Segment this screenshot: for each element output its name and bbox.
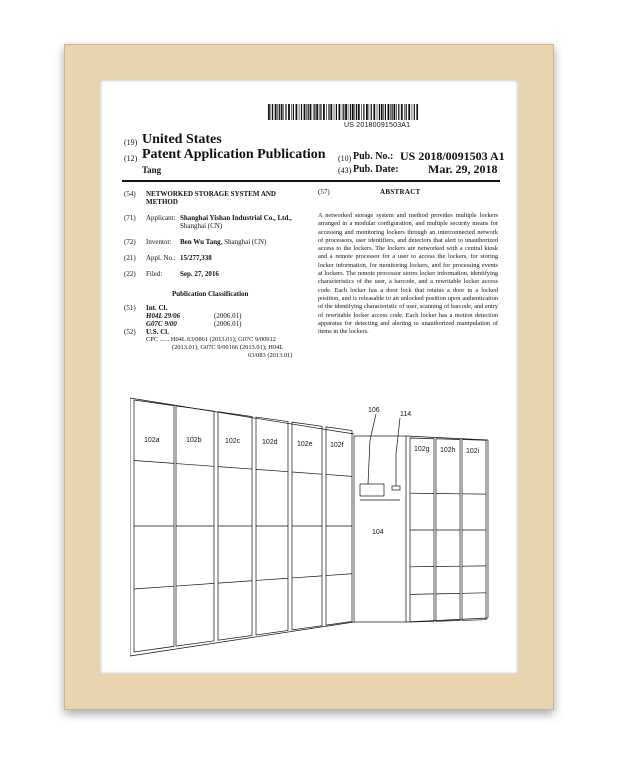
cpc-line-1: CPC ...... H04L 63/0861 (2013.01); G07C 9/00912 [146, 336, 276, 343]
pub-date-label: Pub. Date: [353, 164, 399, 175]
country: United States [142, 132, 222, 147]
code-51: (51) [124, 304, 136, 312]
appl-no: 15/277,338 [180, 254, 212, 262]
header-rule [122, 180, 500, 182]
locker-drawing [130, 394, 510, 668]
code-72: (72) [124, 238, 136, 246]
title-line-2: METHOD [146, 198, 178, 206]
barcode-number: US 20180091503A1 [344, 122, 411, 129]
applicant-location: Shanghai (CN) [180, 222, 223, 230]
label-102i: 102i [466, 448, 480, 455]
kiosk-scanner [392, 486, 400, 490]
filed-date: Sep. 27, 2016 [180, 270, 219, 278]
applicant-label: Applicant: [146, 214, 176, 222]
applicant-name: Shanghai Yishan Industrial Co., Ltd., [180, 214, 292, 222]
abstract-text: A networked storage system and method provides multiple lockers arranged in a modular configuration, and multiple security means for accessing and monitoring lockers through an interconnected network of processors, user identifiers, and detectors that alert to unauthorized access to the lockers. The lockers are networked with a central kiosk and a remote processor for a user to access the lockers, for storing locker information, for monitoring lockers, and for processing events at lockers. The remote processor stores locker information, identifying characteristics of the user, a barcode, and a rewritable locker access code. Each locker has a door lock that retains a door in a locked position, and is releasable to an unlocked position upon authentication of the identifying characteristic of user, scanning of barcode, and entry of rewritable locker access code. Each locker has a motion detection apparatus for detecting and alerting to unauthorized manipulation of items in the lockers. [318, 212, 498, 336]
label-114: 114 [400, 411, 412, 418]
filed-label: Filed: [146, 270, 163, 278]
code-52: (52) [124, 328, 136, 336]
label-102f: 102f [330, 442, 344, 449]
intcl-2-code: G07C 9/00 [146, 320, 177, 328]
pub-no: US 2018/0091503 A1 [400, 149, 505, 163]
document-type: Patent Application Publication [142, 147, 326, 162]
code-21: (21) [124, 254, 136, 262]
label-106: 106 [368, 407, 380, 414]
label-102d: 102d [262, 439, 278, 446]
label-104: 104 [372, 529, 384, 536]
kiosk [354, 414, 406, 622]
intcl-1-year: (2006.01) [214, 312, 242, 320]
uscl-label: U.S. Cl. [146, 328, 169, 336]
cpc-line-3: 63/083 (2013.01) [248, 352, 293, 359]
intcl-2-year: (2006.01) [214, 320, 242, 328]
classification-heading: Publication Classification [172, 290, 249, 298]
code-43: (43) [338, 166, 352, 175]
kiosk-screen [360, 484, 384, 496]
label-102g: 102g [414, 446, 430, 453]
barcode [268, 104, 418, 120]
code-71: (71) [124, 214, 136, 222]
patent-sheet [100, 80, 518, 674]
inventor-location: , Shanghai (CN) [220, 238, 267, 246]
code-22: (22) [124, 270, 136, 278]
inventor-name: Ben Wu Tang [180, 238, 221, 246]
leader-106 [368, 414, 376, 484]
code-54: (54) [124, 190, 136, 198]
intcl-1-code: H04L 29/06 [146, 312, 181, 320]
inventor-surname: Tang [142, 165, 162, 175]
code-19: (19) [124, 138, 138, 147]
appl-no-label: Appl. No.: [146, 254, 176, 262]
label-102h: 102h [440, 447, 456, 454]
code-57: (57) [318, 188, 330, 196]
label-102e: 102e [297, 441, 313, 448]
abstract-title: ABSTRACT [380, 188, 421, 196]
leader-114 [396, 418, 400, 486]
code-10: (10) [338, 154, 352, 163]
label-102c: 102c [225, 438, 241, 445]
label-102a: 102a [144, 437, 160, 444]
pub-date: Mar. 29, 2018 [428, 162, 498, 176]
code-12: (12) [124, 154, 138, 163]
pub-no-label: Pub. No.: [353, 151, 394, 162]
inventor-line [180, 238, 266, 247]
intcl-label: Int. Cl. [146, 304, 168, 312]
cpc-line-2: (2013.01); G07C 9/00166 (2013.01); H04L [172, 344, 284, 351]
title-line-1: NETWORKED STORAGE SYSTEM AND [146, 190, 276, 198]
label-102b: 102b [186, 437, 202, 444]
inventor-label: Inventor: [146, 238, 172, 246]
